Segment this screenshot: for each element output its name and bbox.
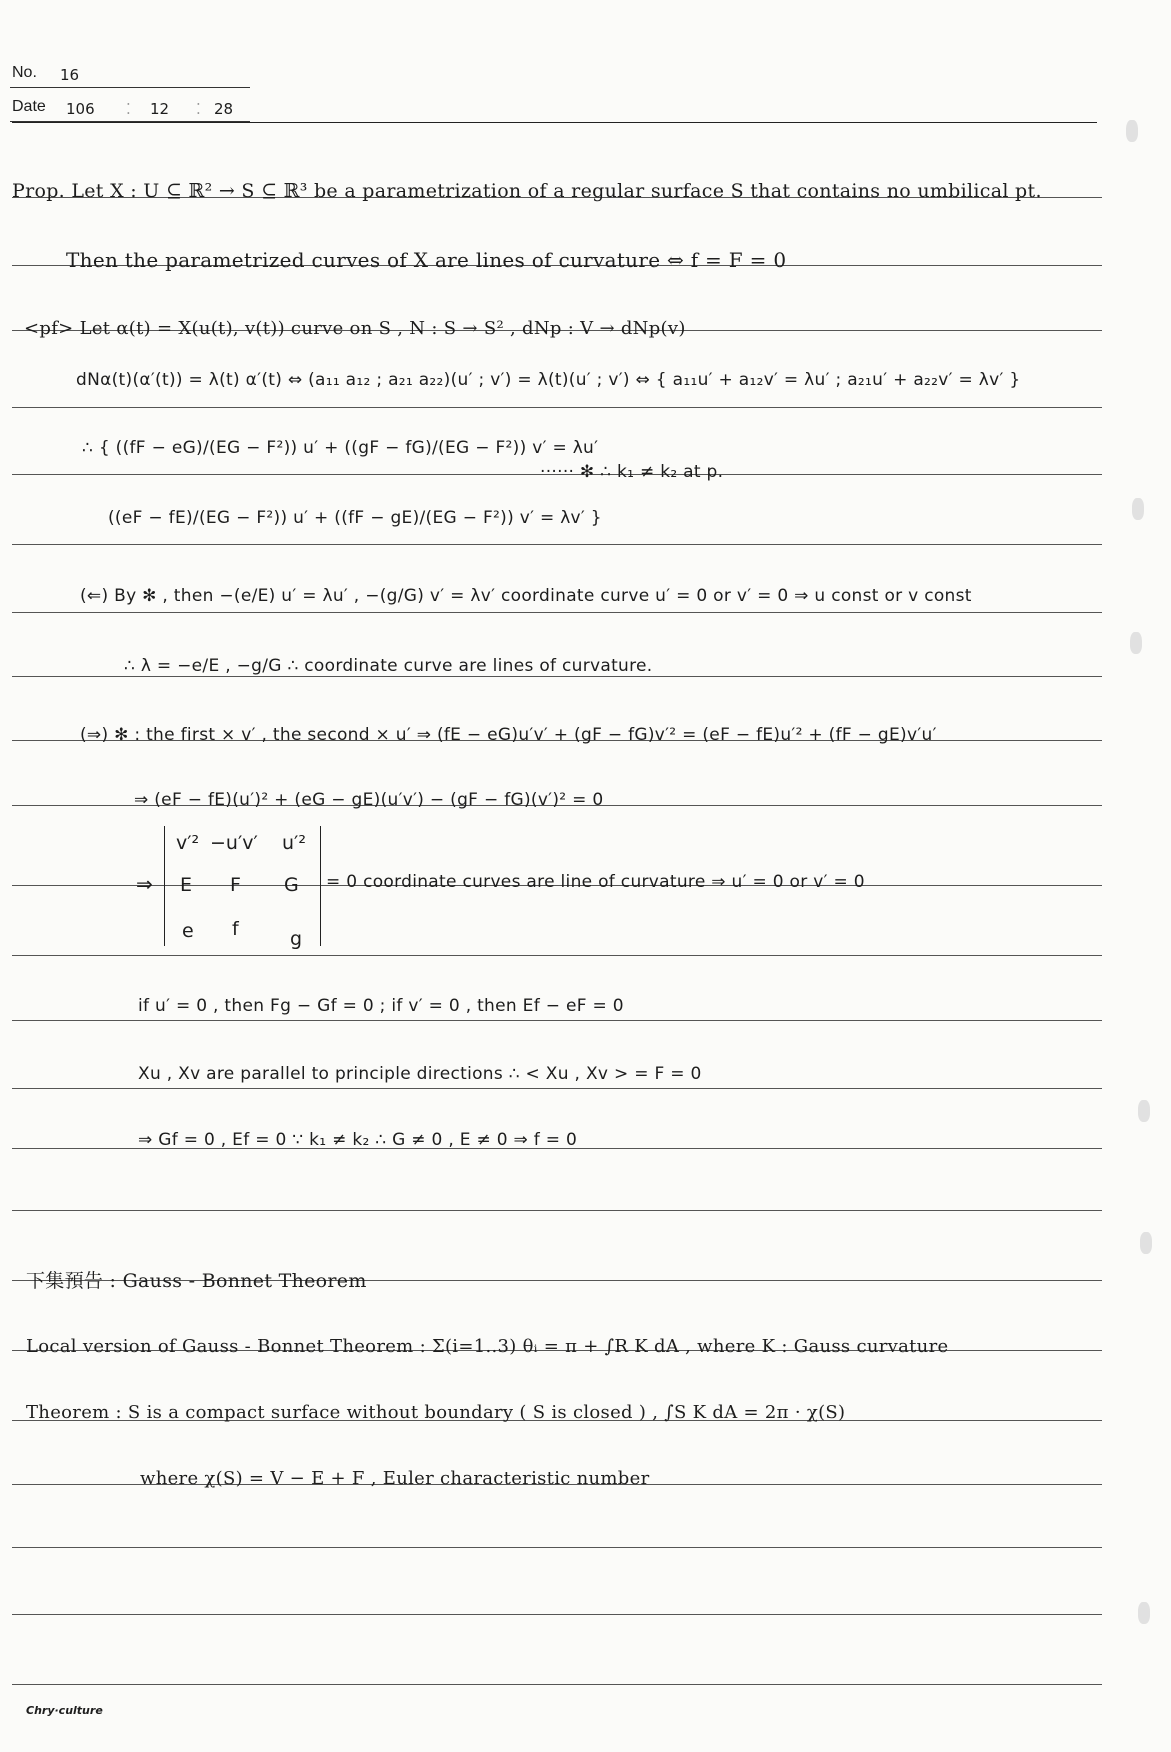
scan-blot xyxy=(1140,1232,1152,1254)
det-cell: f xyxy=(232,918,239,940)
principal-directions: Xu , Xv are parallel to principle directions ∴ < Xu , Xv > = F = 0 xyxy=(138,1064,702,1084)
date-separator: ⁚ xyxy=(126,100,131,118)
backward-direction: (⇐) By ✻ , then −(e/E) u′ = λu′ , −(g/G) v′ = λv′ coordinate curve u′ = 0 or v′ = 0 ⇒ u const or v const xyxy=(80,586,972,606)
ruled-line xyxy=(12,1088,1102,1089)
det-cell: −u′v′ xyxy=(210,832,258,854)
proposition-claim: Then the parametrized curves of X are lines of curvature ⇔ f = F = 0 xyxy=(66,248,787,272)
date-month: 12 xyxy=(150,100,170,118)
det-cell: v′² xyxy=(176,832,200,854)
system-equation-2: ((eF − fE)/(EG − F²)) u′ + ((fF − gE)/(EG − F²)) v′ = λv′ } xyxy=(108,508,602,528)
euler-characteristic: where χ(S) = V − E + F , Euler characteristic number xyxy=(140,1468,650,1489)
det-cell: G xyxy=(284,874,299,896)
ruled-line xyxy=(12,612,1102,613)
local-gauss-bonnet: Local version of Gauss - Bonnet Theorem : Σ(i=1..3) θᵢ = π + ∫R K dA , where K : Gauss curvature xyxy=(26,1336,949,1357)
ruled-line xyxy=(12,1210,1102,1211)
eigen-equation: dNα(t)(α′(t)) = λ(t) α′(t) ⇔ (a₁₁ a₁₂ ; a₂₁ a₂₂)(u′ ; v′) = λ(t)(u′ ; v′) ⇔ { a₁₁u′ + a₁₂v′ = λu′ ; a₂₁u′ + a₂₂v′ = λv′ } xyxy=(76,370,1021,390)
forward-direction: (⇒) ✻ : the first × v′ , the second × u′ ⇒ (fE − eG)u′v′ + (gF − fG)v′² = (eF − fE)u′² + (fF − gE)v′u′ xyxy=(80,725,937,745)
date-year: 106 xyxy=(66,100,95,118)
ruled-line xyxy=(12,407,1102,408)
case-analysis: if u′ = 0 , then Fg − Gf = 0 ; if v′ = 0 , then Ef − eF = 0 xyxy=(138,996,624,1016)
scan-blot xyxy=(1130,632,1142,654)
top-rule xyxy=(12,122,1097,123)
scan-blot xyxy=(1138,1100,1150,1122)
next-episode-title: 下集預告 : Gauss - Bonnet Theorem xyxy=(26,1270,367,1292)
expanded-equation: ⇒ (eF − fE)(u′)² + (eG − gE)(u′v′) − (gF − fG)(v′)² = 0 xyxy=(134,790,604,810)
number-field xyxy=(10,60,250,94)
ruled-line xyxy=(12,1020,1102,1021)
determinant-right-bar xyxy=(320,826,321,946)
date-label: Date xyxy=(12,98,46,115)
ruled-line xyxy=(12,1547,1102,1548)
scan-blot xyxy=(1126,120,1138,142)
det-cell: u′² xyxy=(282,832,306,854)
ruled-line xyxy=(12,1614,1102,1615)
scan-blot xyxy=(1132,498,1144,520)
ruled-line xyxy=(12,955,1102,956)
global-gauss-bonnet: Theorem : S is a compact surface without boundary ( S is closed ) , ∫S K dA = 2π · χ(S) xyxy=(26,1402,846,1423)
system-equation-1: ∴ { ((fF − eG)/(EG − F²)) u′ + ((gF − fG)/(EG − F²)) v′ = λu′ xyxy=(82,438,599,458)
det-cell: F xyxy=(230,874,241,896)
system-tag: ······ ✻ ∴ k₁ ≠ k₂ at p. xyxy=(540,462,724,482)
det-cell: g xyxy=(290,928,303,950)
number-underline xyxy=(10,87,250,88)
implies-arrow: ⇒ xyxy=(136,872,154,896)
notebook-header xyxy=(10,60,250,128)
ruled-line xyxy=(12,544,1102,545)
ruled-line xyxy=(12,676,1102,677)
date-day: 28 xyxy=(214,100,234,118)
det-cell: e xyxy=(182,920,194,942)
final-conclusion: ⇒ Gf = 0 , Ef = 0 ∵ k₁ ≠ k₂ ∴ G ≠ 0 , E ≠ 0 ⇒ f = 0 xyxy=(138,1130,578,1150)
date-separator: ⁚ xyxy=(196,100,201,118)
proposition-statement: Prop. Let X : U ⊆ ℝ² → S ⊆ ℝ³ be a parametrization of a regular surface S that contains no umbilical pt. xyxy=(12,180,1042,202)
det-cell: E xyxy=(180,874,193,896)
number-label: No. xyxy=(12,64,37,81)
determinant-left-bar xyxy=(164,826,165,946)
number-value: 16 xyxy=(60,66,80,84)
backward-conclusion: ∴ λ = −e/E , −g/G ∴ coordinate curve are lines of curvature. xyxy=(124,656,653,676)
determinant-conclusion: = 0 coordinate curves are line of curvature ⇒ u′ = 0 or v′ = 0 xyxy=(326,872,865,892)
ruled-line xyxy=(12,1684,1102,1685)
proof-setup: <pf> Let α(t) = X(u(t), v(t)) curve on S , N : S → S² , dNp : V → dNp(v) xyxy=(24,318,686,339)
notebook-brand: Chry·culture xyxy=(26,1704,103,1717)
scan-blot xyxy=(1138,1602,1150,1624)
